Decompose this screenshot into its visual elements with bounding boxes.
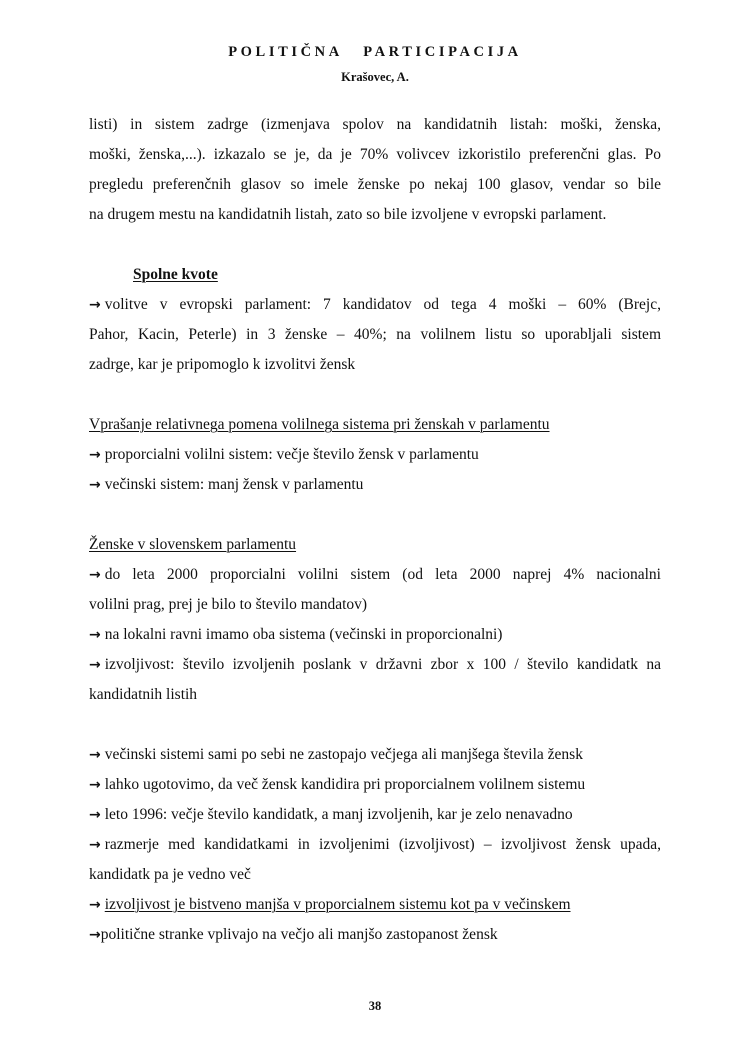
text-line: zadrge, kar je pripomoglo k izvolitvi žensk xyxy=(89,356,356,373)
spacer xyxy=(89,230,661,260)
arrow-right-icon: → xyxy=(89,297,101,313)
arrow-right-icon: → xyxy=(89,477,101,493)
list-item-text: izvoljivost: število izvoljenih poslank v državni zbor x 100 / število kandidatk na xyxy=(104,656,661,673)
arrow-right-icon: → xyxy=(89,747,101,763)
list-item-text: leto 1996: večje število kandidatk, a manj izvoljenih, kar je zelo nenavadno xyxy=(104,806,573,823)
text-line: pregledu preferenčnih glasov so imele ženske po nekaj 100 glasov, vendar so bile xyxy=(89,176,661,193)
list-item xyxy=(89,890,661,920)
list-item-text: razmerje med kandidatkami in izvoljenimi (izvoljivost) – izvoljivost žensk upada, xyxy=(104,836,661,853)
list-item xyxy=(89,650,661,680)
list-item xyxy=(89,920,661,950)
section-heading-slovenian-parliament xyxy=(89,530,661,560)
paragraph-zadrga xyxy=(89,110,661,230)
heading-text: Spolne kvote xyxy=(133,266,218,283)
arrow-right-icon: → xyxy=(89,837,101,853)
list-item xyxy=(89,440,661,470)
list-item-text: izvoljivost je bistveno manjša v proporcialnem sistemu kot pa v večinskem xyxy=(104,896,571,913)
list-item xyxy=(89,560,661,590)
list-item xyxy=(89,470,661,500)
list-item xyxy=(89,830,661,860)
text-line: volilni prag, prej je bilo to število mandatov) xyxy=(89,596,368,613)
section-conclusions xyxy=(89,740,661,950)
arrow-right-icon: → xyxy=(89,807,101,823)
text-line: Pahor, Kacin, Peterle) in 3 ženske – 40%; na volilnem listu so uporabljali sistem xyxy=(89,326,661,343)
text-line: kandidatnih listih xyxy=(89,686,198,703)
spacer xyxy=(89,500,661,530)
arrow-right-icon: → xyxy=(89,657,101,673)
arrow-right-icon: → xyxy=(89,447,101,463)
list-item-text: proporcialni volilni sistem: večje število žensk v parlamentu xyxy=(104,446,479,463)
arrow-right-icon: → xyxy=(89,777,101,793)
list-item-text: volitve v evropski parlament: 7 kandidatov od tega 4 moški – 60% (Brejc, xyxy=(104,296,661,313)
list-item xyxy=(89,740,661,770)
author: Krašovec, A. xyxy=(341,70,409,84)
list-item xyxy=(89,770,661,800)
list-item xyxy=(89,290,661,320)
section-slovenian-parliament xyxy=(89,530,661,710)
text-line: moški, ženska,...). izkazalo se je, da je 70% volivcev izkoristilo preferenčni glas. Po xyxy=(89,146,661,163)
list-item-text: politične stranke vplivajo na večjo ali manjšo zastopanost žensk xyxy=(100,926,498,943)
list-item-text: večinski sistemi sami po sebi ne zastopajo večjega ali manjšega števila žensk xyxy=(104,746,583,763)
page-header xyxy=(0,42,750,85)
heading-text: Vprašanje relativnega pomena volilnega sistema pri ženskah v parlamentu xyxy=(89,416,550,433)
list-item xyxy=(89,620,661,650)
arrow-right-icon: → xyxy=(89,897,101,913)
arrow-right-icon: → xyxy=(89,567,101,583)
spacer xyxy=(89,380,661,410)
section-heading-quotas xyxy=(89,260,661,290)
section-quotas xyxy=(89,260,661,380)
list-item-text: lahko ugotovimo, da več žensk kandidira pri proporcialnem volilnem sistemu xyxy=(104,776,586,793)
text-line: kandidatk pa je vedno več xyxy=(89,866,251,883)
text-line: listi) in sistem zadrge (izmenjava spolov na kandidatnih listah: moški, ženska, xyxy=(89,116,661,133)
list-item-text: na lokalni ravni imamo oba sistema (večinski in proporcionalni) xyxy=(104,626,503,643)
course-title: POLITIČNA PARTICIPACIJA xyxy=(228,44,522,60)
text-line: na drugem mestu na kandidatnih listah, zato so bile izvoljene v evropski parlament. xyxy=(89,206,607,223)
heading-text: Ženske v slovenskem parlamentu xyxy=(89,536,297,553)
arrow-right-icon: → xyxy=(89,627,101,643)
list-item-text: večinski sistem: manj žensk v parlamentu xyxy=(104,476,364,493)
spacer xyxy=(89,710,661,740)
section-electoral-system xyxy=(89,410,661,500)
list-item-text: do leta 2000 proporcialni volilni sistem (od leta 2000 naprej 4% nacionalni xyxy=(104,566,661,583)
list-item xyxy=(89,800,661,830)
page-number: 38 xyxy=(368,999,382,1013)
arrow-right-icon: → xyxy=(89,927,101,943)
section-heading-electoral-system xyxy=(89,410,661,440)
document-body xyxy=(89,110,661,950)
